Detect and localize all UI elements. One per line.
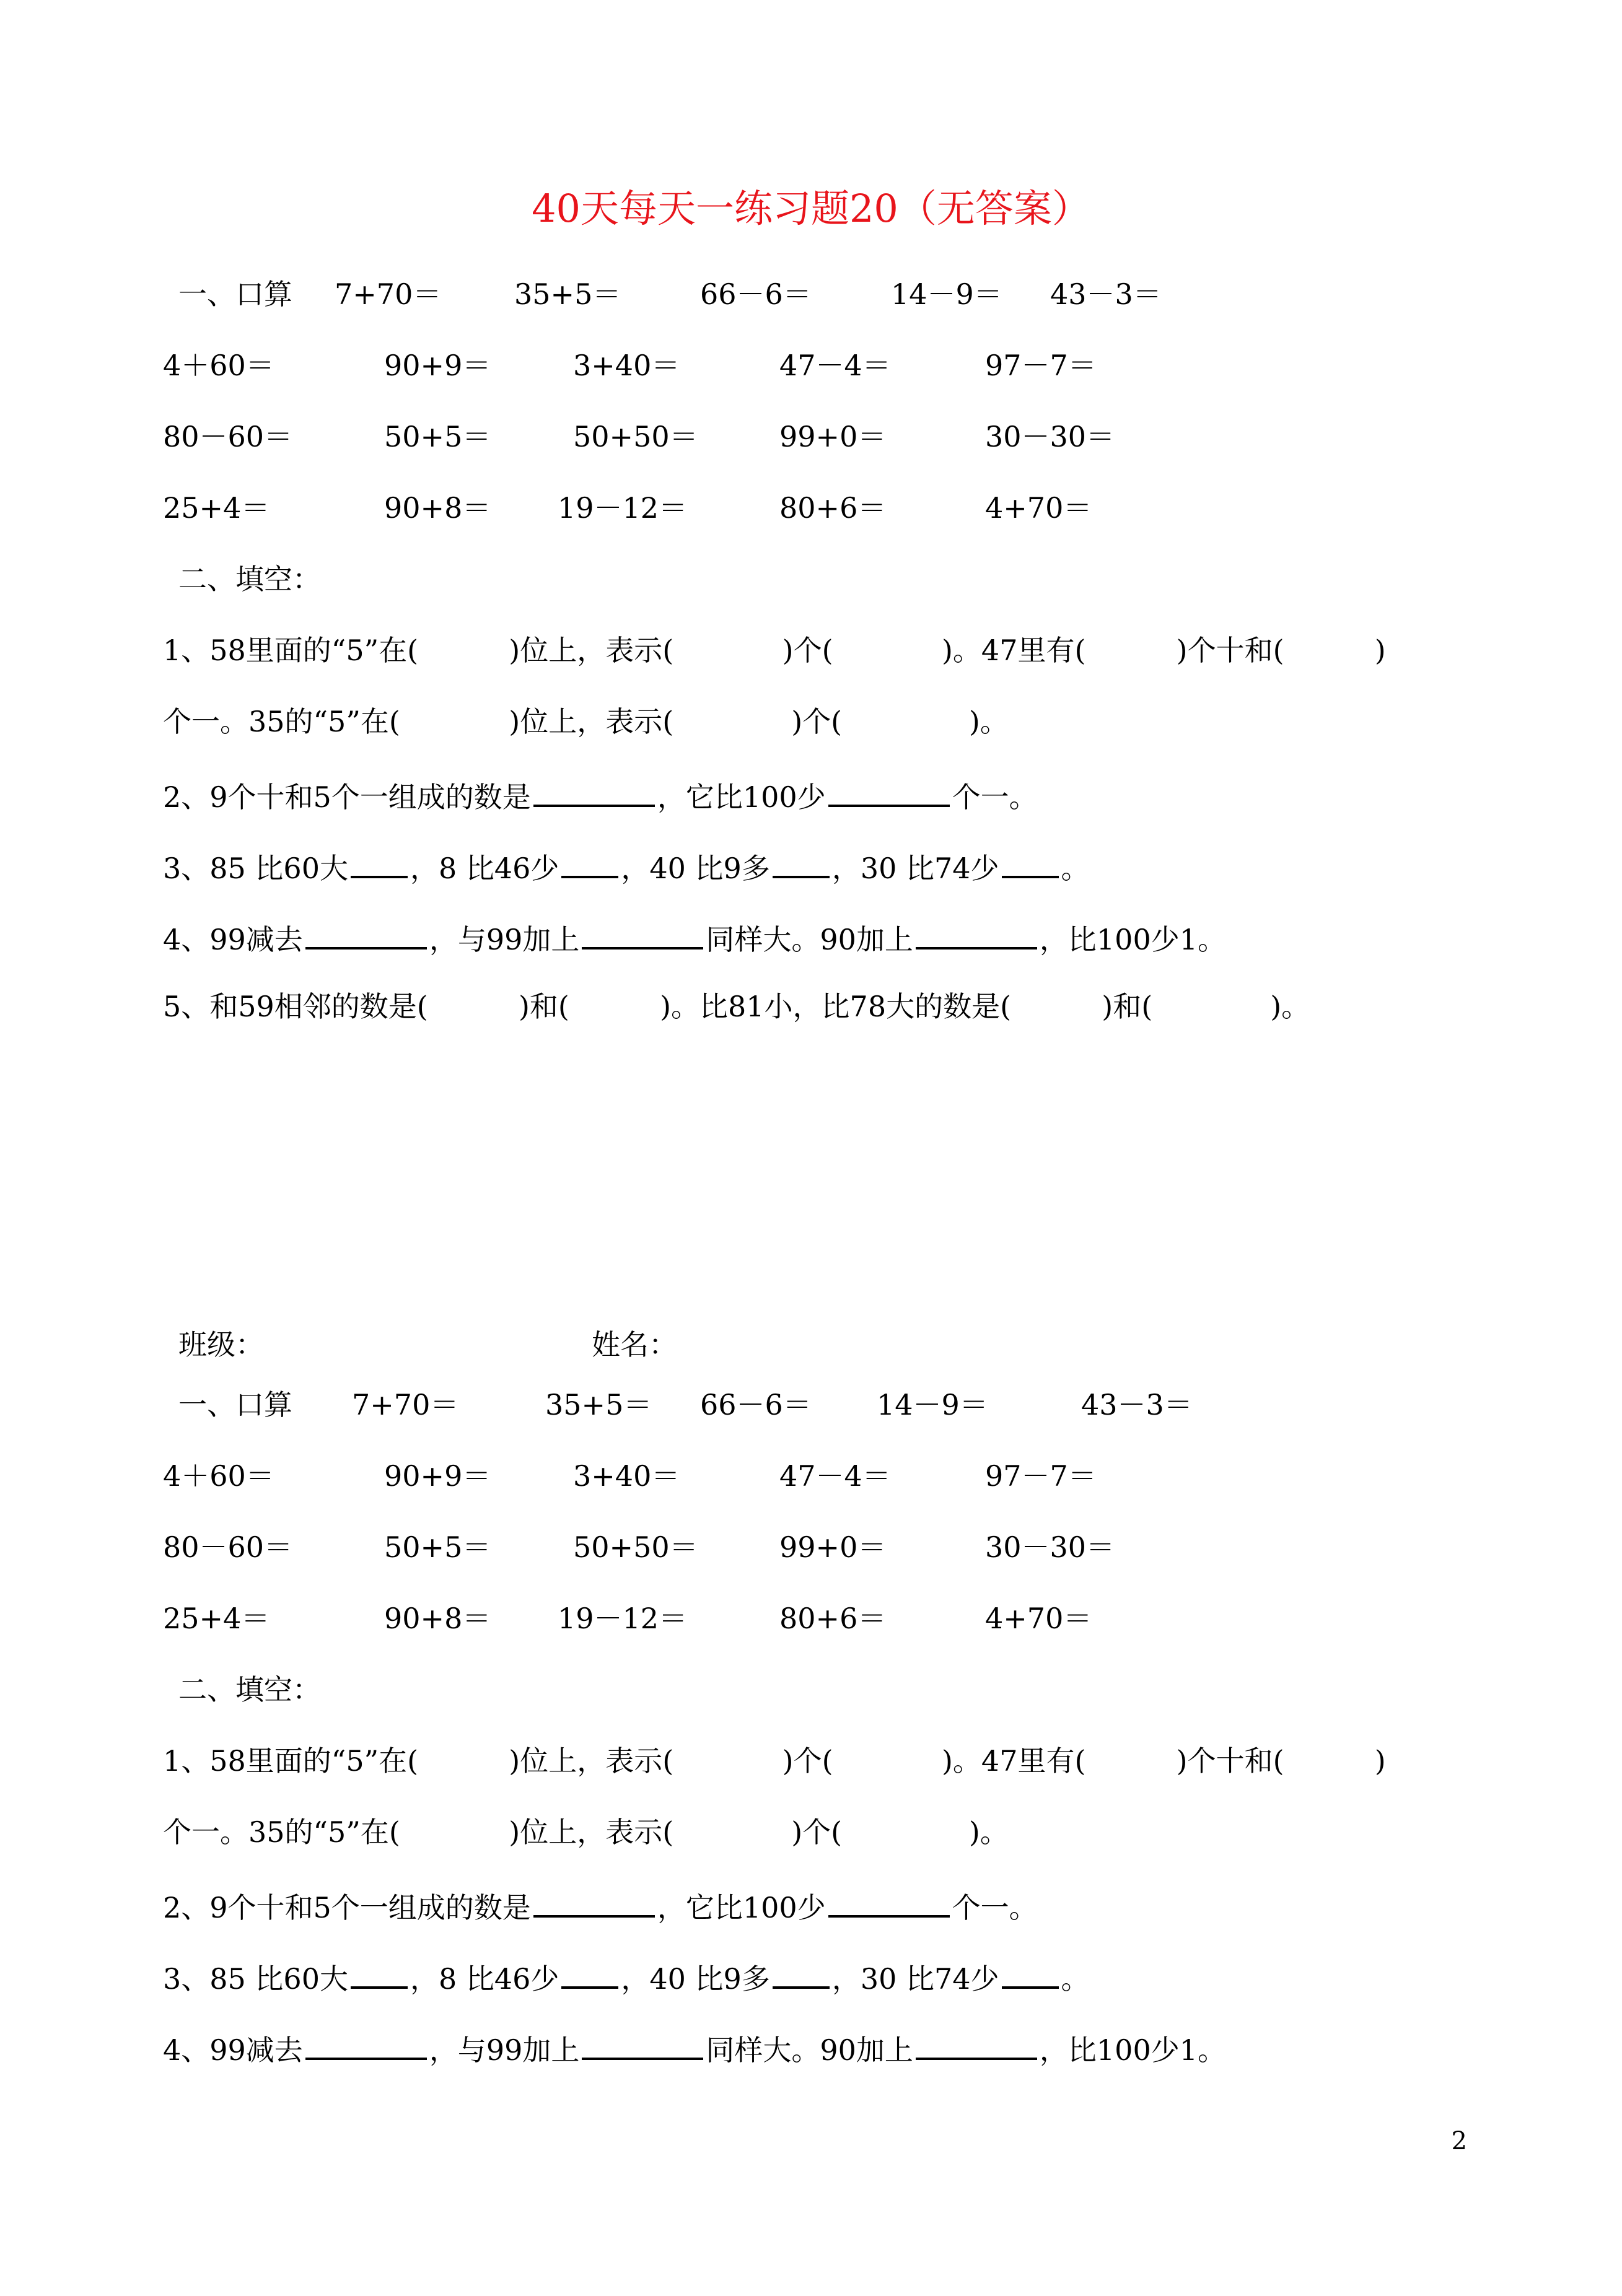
answer-blank (1002, 1960, 1059, 1989)
problem: 14－9＝ (891, 277, 1002, 311)
problem: 19－12＝ (558, 1602, 688, 1635)
question-4: 4、99减去 ，与99加上 同样大。90加上 ，比100少1。 (163, 2032, 1226, 2064)
problem: 80+6＝ (779, 491, 887, 525)
page-number: 2 (1451, 2127, 1467, 2155)
answer-blank (533, 779, 655, 807)
problem: 14－9＝ (877, 1388, 988, 1421)
problem: 7+70＝ (335, 277, 442, 311)
section-heading-fill-blank: 二、填空： (178, 562, 321, 596)
problem: 99+0＝ (779, 420, 887, 453)
problem: 97－7＝ (985, 349, 1097, 382)
section-heading-mental-math: 一、口算 (178, 277, 292, 311)
problem: 4+70＝ (985, 1602, 1092, 1635)
answer-blank (773, 850, 830, 878)
answer-blank (916, 921, 1037, 949)
answer-blank (916, 2032, 1037, 2060)
problem: 99+0＝ (779, 1530, 887, 1564)
problem: 50+5＝ (384, 420, 491, 453)
answer-blank (351, 1960, 408, 1989)
problem: 80+6＝ (779, 1602, 887, 1635)
answer-blank (828, 1889, 950, 1918)
problem: 7+70＝ (352, 1388, 459, 1421)
problem: 35+5＝ (514, 277, 621, 311)
problem: 50+50＝ (573, 420, 698, 453)
problem: 3+40＝ (573, 349, 680, 382)
answer-blank (828, 779, 950, 807)
problem: 4＋60＝ (163, 1459, 274, 1493)
question-3: 3、85 比60大 ，8 比46少 ，40 比9多 ，30 比74少 。 (163, 850, 1090, 883)
problem: 90+9＝ (384, 1459, 491, 1493)
name-label: 姓名： (592, 1328, 677, 1361)
question-2: 2、9个十和5个一组成的数是 ，它比100少 个一。 (163, 779, 1038, 811)
problem: 35+5＝ (545, 1388, 652, 1421)
problem: 3+40＝ (573, 1459, 680, 1493)
problem: 50+50＝ (573, 1530, 698, 1564)
question-4: 4、99减去 ，与99加上 同样大。90加上 ，比100少1。 (163, 921, 1226, 954)
problem: 4＋60＝ (163, 349, 274, 382)
question-5: 5、和59相邻的数是( )和( )。比81小，比78大的数是( )和( )。 (163, 990, 1310, 1023)
question-1-line-2: 个一。35的“5”在( )位上，表示( )个( )。 (163, 1815, 1009, 1849)
section-heading-mental-math: 一、口算 (178, 1388, 292, 1421)
problem: 4+70＝ (985, 491, 1092, 525)
answer-blank (305, 2032, 427, 2060)
problem: 47－4＝ (779, 349, 891, 382)
problem: 66－6＝ (700, 277, 812, 311)
problem: 90+9＝ (384, 349, 491, 382)
problem: 30－30＝ (985, 1530, 1115, 1564)
problem: 50+5＝ (384, 1530, 491, 1564)
problem: 25+4＝ (163, 1602, 270, 1635)
answer-blank (582, 2032, 703, 2060)
question-1-line-2: 个一。35的“5”在( )位上，表示( )个( )。 (163, 705, 1009, 738)
problem: 25+4＝ (163, 491, 270, 525)
problem: 19－12＝ (558, 491, 688, 525)
question-1-line-1: 1、58里面的“5”在( )位上，表示( )个( )。47里有( )个十和( ) (163, 634, 1386, 667)
problem: 80－60＝ (163, 1530, 293, 1564)
answer-blank (561, 850, 618, 878)
answer-blank (561, 1960, 618, 1989)
problem: 90+8＝ (384, 1602, 491, 1635)
problem: 90+8＝ (384, 491, 491, 525)
problem: 43－3＝ (1081, 1388, 1193, 1421)
answer-blank (1002, 850, 1059, 878)
answer-blank (533, 1889, 655, 1918)
question-1-line-1: 1、58里面的“5”在( )位上，表示( )个( )。47里有( )个十和( ) (163, 1744, 1386, 1778)
section-heading-fill-blank: 二、填空： (178, 1673, 321, 1706)
page-title: 40天每天一练习题20（无答案） (532, 186, 1090, 231)
problem: 30－30＝ (985, 420, 1115, 453)
problem: 97－7＝ (985, 1459, 1097, 1493)
question-2: 2、9个十和5个一组成的数是 ，它比100少 个一。 (163, 1889, 1038, 1922)
problem: 66－6＝ (700, 1388, 812, 1421)
problem: 47－4＝ (779, 1459, 891, 1493)
answer-blank (305, 921, 427, 949)
answer-blank (351, 850, 408, 878)
answer-blank (582, 921, 703, 949)
problem: 43－3＝ (1050, 277, 1162, 311)
question-3: 3、85 比60大 ，8 比46少 ，40 比9多 ，30 比74少 。 (163, 1960, 1090, 1993)
class-label: 班级： (178, 1328, 264, 1361)
answer-blank (773, 1960, 830, 1989)
problem: 80－60＝ (163, 420, 293, 453)
